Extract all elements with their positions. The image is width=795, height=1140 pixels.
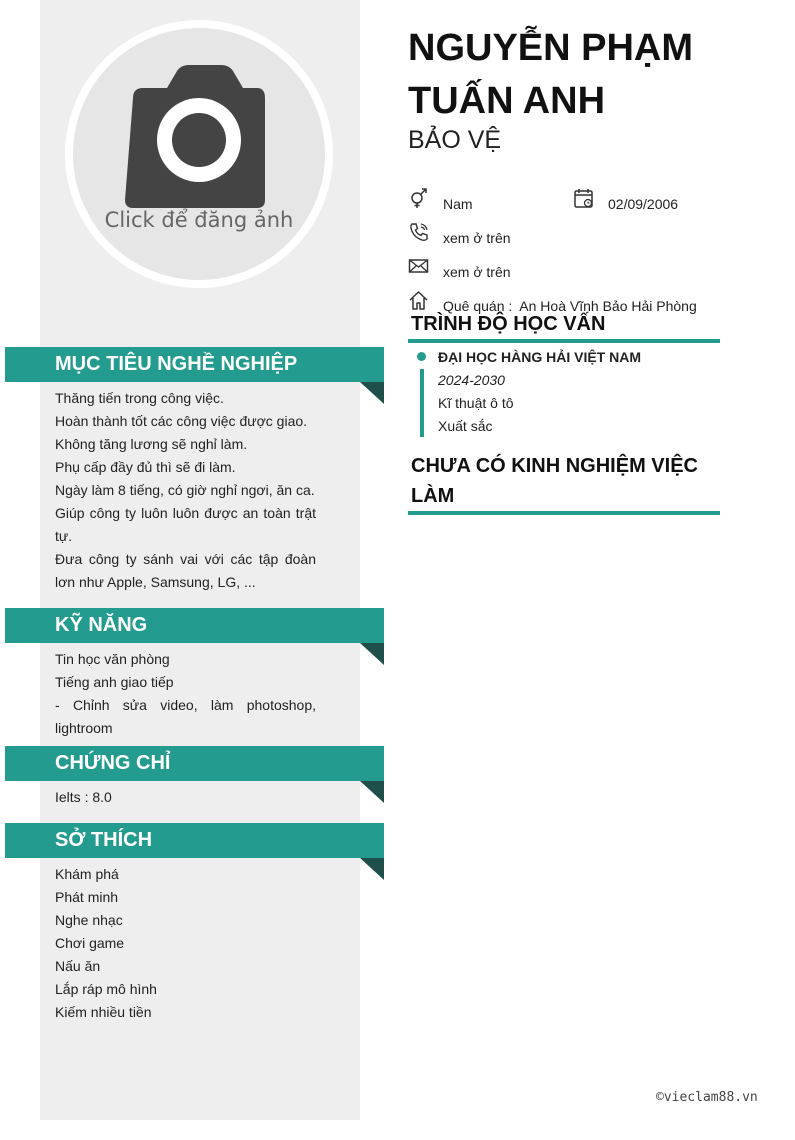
hobbies-fold <box>360 858 384 880</box>
hobby-item: Kiếm nhiều tiền <box>55 1004 152 1020</box>
objective-item: Đưa công ty sánh vai với các tập đoàn lơn như Apple, Samsung, LG, ... <box>55 551 316 590</box>
certificates-list <box>55 786 316 809</box>
objective-item: Ngày làm 8 tiếng, có giờ nghỉ ngơi, ăn ca. <box>55 482 315 498</box>
objective-item: Giúp công ty luôn luôn được an toàn trật tự. <box>55 505 316 544</box>
education-heading: TRÌNH ĐỘ HỌC VẤN <box>408 309 720 343</box>
timeline-dot <box>417 352 426 361</box>
hometown-value: An Hoà Vĩnh Bảo Hải Phòng <box>519 298 697 314</box>
phone-value: xem ở trên <box>443 230 511 246</box>
objective-heading: MỤC TIÊU NGHỀ NGHIỆP <box>5 347 384 382</box>
hobby-item: Phát minh <box>55 889 119 905</box>
mail-icon <box>408 255 430 277</box>
candidate-name: NGUYỄN PHẠM TUẤN ANH <box>408 27 694 122</box>
gender-icon <box>408 187 430 209</box>
photo-caption: Click để đăng ảnh <box>104 208 294 232</box>
hobby-item: Nấu ăn <box>55 958 101 974</box>
hobby-item: Chơi game <box>55 935 125 951</box>
hobby-item: Lắp ráp mô hình <box>55 981 157 997</box>
calendar-icon <box>573 187 595 209</box>
objective-item: Thăng tiến trong công việc. <box>55 390 224 406</box>
birthdate-value: 02/09/2006 <box>608 196 679 212</box>
hobbies-list <box>55 863 316 1024</box>
timeline-bar <box>420 369 424 437</box>
certificates-heading: CHỨNG CHỈ <box>5 746 384 781</box>
gender-value: Nam <box>443 196 473 212</box>
hobby-item: Nghe nhạc <box>55 912 123 928</box>
watermark: ©vieclam88.vn <box>656 1090 758 1105</box>
phone-icon <box>408 221 430 243</box>
email-value: xem ở trên <box>443 264 511 280</box>
major: Kĩ thuật ô tô <box>438 395 514 411</box>
objective-item: Phụ cấp đầy đủ thì sẽ đi làm. <box>55 459 236 475</box>
hometown-label-text: Quê quán : <box>443 298 513 314</box>
skills-heading: KỸ NĂNG <box>5 608 384 643</box>
certificate-item: Ielts : 8.0 <box>55 789 112 805</box>
home-icon <box>408 289 430 311</box>
study-period: 2024-2030 <box>438 372 505 388</box>
skills-list <box>55 648 316 740</box>
objective-fold <box>360 382 384 404</box>
hobby-item: Khám phá <box>55 866 119 882</box>
certificates-fold <box>360 781 384 803</box>
experience-heading: CHƯA CÓ KINH NGHIỆM VIỆC LÀM <box>408 451 720 515</box>
hobbies-heading: SỞ THÍCH <box>5 823 384 858</box>
school-name: ĐẠI HỌC HÀNG HẢI VIỆT NAM <box>438 349 641 365</box>
objective-item: Hoàn thành tốt các công việc được giao. <box>55 413 308 429</box>
skill-item: Tiếng anh giao tiếp <box>55 674 174 690</box>
skills-fold <box>360 643 384 665</box>
camera-icon <box>73 28 325 280</box>
avatar-upload[interactable] <box>65 20 333 288</box>
job-title: BẢO VỆ <box>408 126 502 154</box>
skill-item: - Chỉnh sửa video, làm photoshop, lightroom <box>55 697 316 736</box>
skill-item: Tin học văn phòng <box>55 651 170 667</box>
objective-list <box>55 387 316 594</box>
objective-item: Không tăng lương sẽ nghỉ làm. <box>55 436 248 452</box>
grade: Xuất sắc <box>438 418 493 434</box>
